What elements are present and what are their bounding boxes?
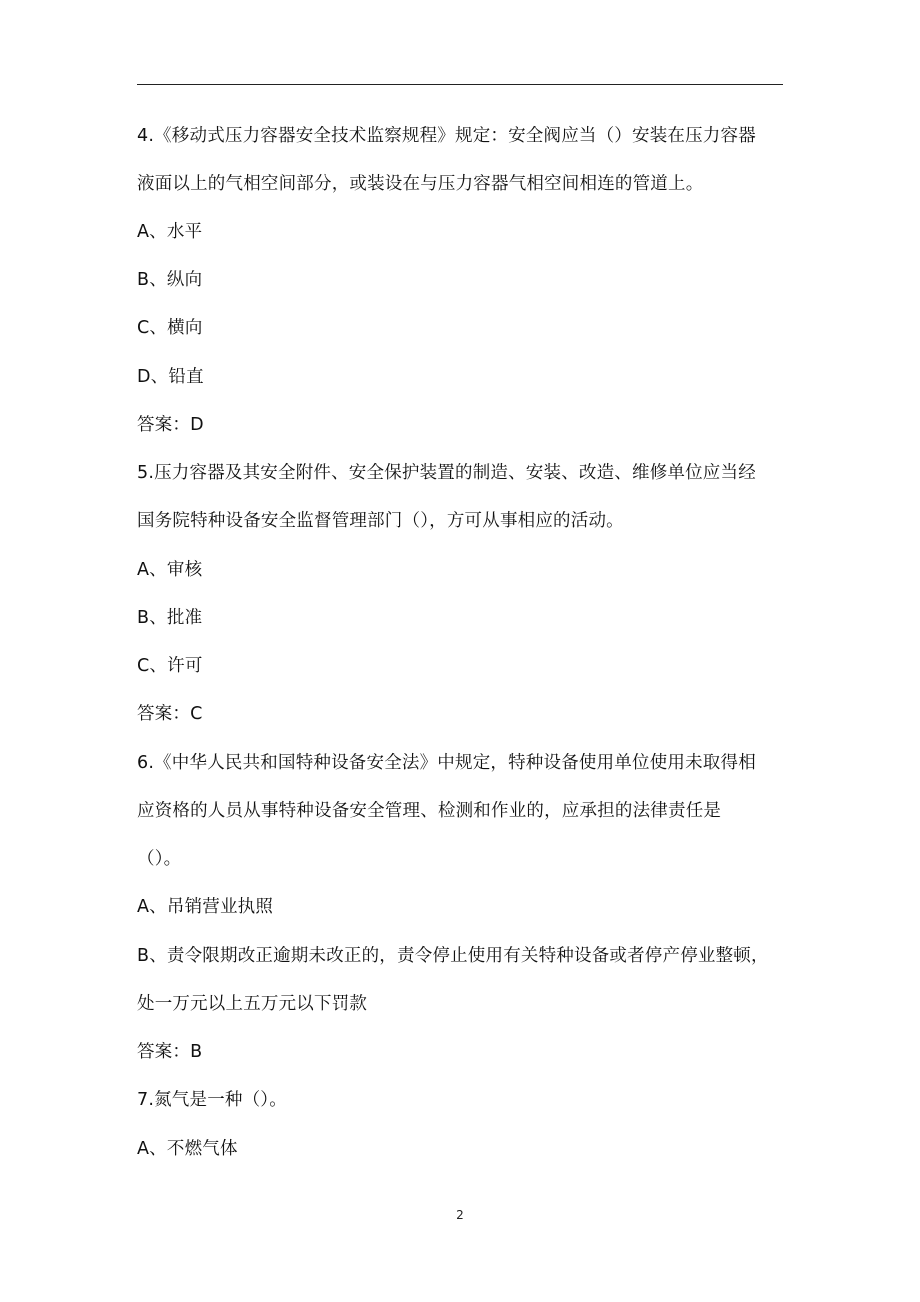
question-6-option-b-line-2: 处一万元以上五万元以下罚款: [137, 994, 368, 1014]
question-4-option-c: C、横向: [137, 318, 203, 338]
question-5-stem-line-1: 5.压力容器及其安全附件、安全保护装置的制造、安装、改造、维修单位应当经: [137, 463, 756, 483]
question-4-stem-line-1: 4.《移动式压力容器安全技术监察规程》规定：安全阀应当（）安装在压力容器: [137, 126, 756, 146]
question-6-stem-line-3: （）。: [137, 849, 182, 869]
question-4-option-b: B、纵向: [137, 270, 203, 290]
question-4-option-d: D、铅直: [137, 367, 204, 387]
question-4-answer: 答案：D: [137, 415, 204, 435]
question-5-option-a: A、审核: [137, 560, 203, 580]
question-6-option-a: A、吊销营业执照: [137, 897, 274, 917]
question-5-stem-line-2: 国务院特种设备安全监督管理部门（），方可从事相应的活动。: [137, 511, 624, 531]
question-5-option-c: C、许可: [137, 656, 203, 676]
page-number: 2: [456, 1208, 464, 1222]
question-5-answer: 答案：C: [137, 704, 203, 724]
question-6-stem-line-2: 应资格的人员从事特种设备安全管理、检测和作业的，应承担的法律责任是: [137, 801, 722, 821]
question-7-stem: 7.氮气是一种（）。: [137, 1090, 287, 1110]
question-6-answer: 答案：B: [137, 1042, 203, 1062]
question-5-option-b: B、批准: [137, 608, 203, 628]
question-4-stem-line-2: 液面以上的气相空间部分，或装设在与压力容器气相空间相连的管道上。: [137, 174, 704, 194]
question-6-stem-line-1: 6.《中华人民共和国特种设备安全法》中规定，特种设备使用单位使用未取得相: [137, 753, 756, 773]
question-6-option-b-line-1: B、责令限期改正逾期未改正的，责令停止使用有关特种设备或者停产停业整顿，: [137, 946, 769, 966]
header-rule: [137, 84, 783, 85]
question-7-option-a: A、不燃气体: [137, 1139, 238, 1159]
question-4-option-a: A、水平: [137, 222, 203, 242]
